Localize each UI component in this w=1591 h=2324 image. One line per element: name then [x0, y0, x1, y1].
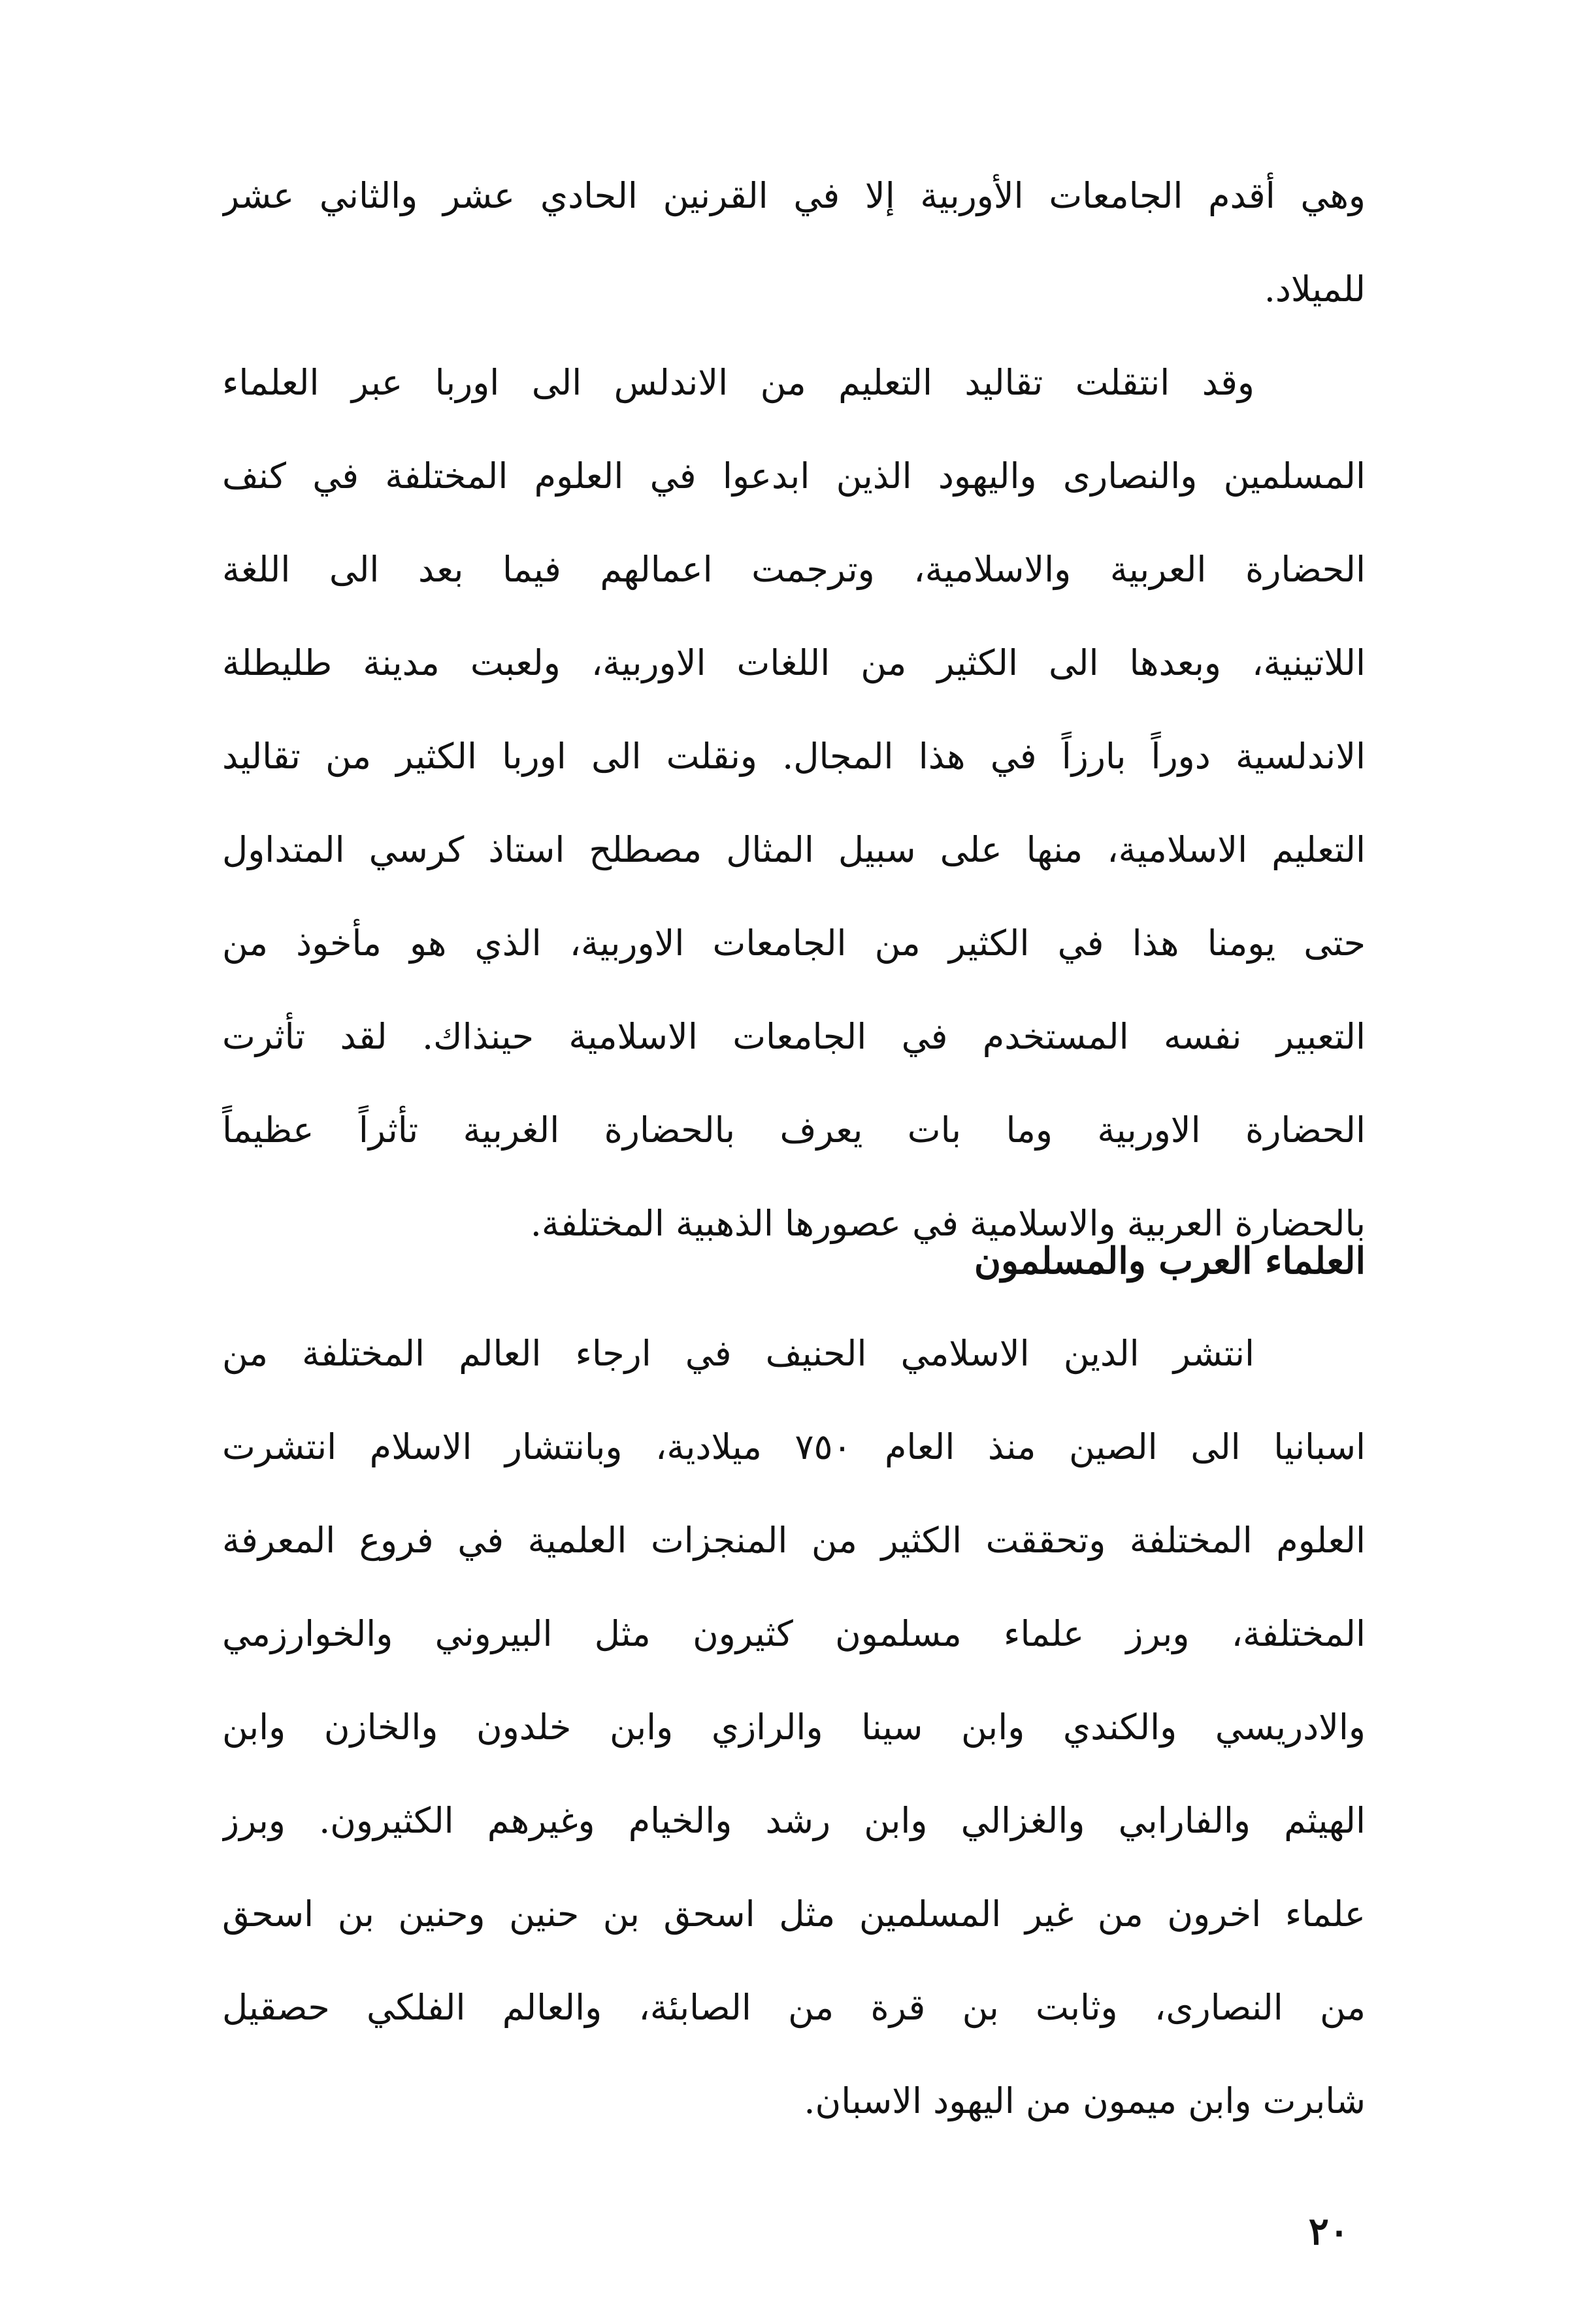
- body-text-bottom: [222, 1307, 1366, 2148]
- section-heading: العلماء العرب والمسلمون: [974, 1239, 1366, 1283]
- text-line: وقد انتقلت تقاليد التعليم من الاندلس الى اوربا عبر العلماء: [222, 362, 1255, 403]
- text-line: الهيثم والفارابي والغزالي وابن رشد والخيام وغيرهم الكثيرون. وبرز: [222, 1800, 1366, 1841]
- text-line: شابرت وابن ميمون من اليهود الاسبان.: [804, 2080, 1366, 2121]
- text-line: للميلاد.: [1264, 269, 1366, 310]
- text-line: انتشر الدين الاسلامي الحنيف في ارجاء العالم المختلفة من: [222, 1333, 1255, 1374]
- page-number: ٢٠: [1308, 2209, 1349, 2253]
- text-line: اللاتينية، وبعدها الى الكثير من اللغات الاوربية، ولعبت مدينة طليطلة: [222, 642, 1366, 683]
- text-line: الاندلسية دوراً بارزاً في هذا المجال. ونقلت الى اوربا الكثير من تقاليد: [222, 736, 1366, 777]
- text-line: اسبانيا الى الصين منذ العام ٧٥٠ ميلادية، وبانتشار الاسلام انتشرت: [222, 1426, 1366, 1467]
- text-line: المسلمين والنصارى واليهود الذين ابدعوا في العلوم المختلفة في كنف: [222, 455, 1366, 497]
- text-line: وهي أقدم الجامعات الأوربية إلا في القرنين الحادي عشر والثاني عشر: [222, 175, 1366, 216]
- text-line: والادريسي والكندي وابن سينا والرازي وابن خلدون والخازن وابن: [222, 1707, 1366, 1748]
- text-line: المختلفة، وبرز علماء مسلمون كثيرون مثل البيروني والخوارزمي: [222, 1613, 1366, 1654]
- text-line: التعليم الاسلامية، منها على سبيل المثال مصطلح استاذ كرسي المتداول: [222, 829, 1366, 870]
- text-line: حتى يومنا هذا في الكثير من الجامعات الاوربية، الذي هو مأخوذ من: [222, 923, 1366, 964]
- text-line: علماء اخرون من غير المسلمين مثل اسحق بن حنين وحنين بن اسحق: [222, 1893, 1366, 1935]
- text-line: العلوم المختلفة وتحققت الكثير من المنجزات العلمية في فروع المعرفة: [222, 1520, 1366, 1561]
- text-line: بالحضارة العربية والاسلامية في عصورها الذهبية المختلفة.: [530, 1203, 1366, 1244]
- text-line: التعبير نفسه المستخدم في الجامعات الاسلامية حينذاك. لقد تأثرت: [222, 1016, 1366, 1057]
- text-line: الحضارة الاوربية وما بات يعرف بالحضارة الغربية تأثراً عظيماً: [222, 1109, 1366, 1151]
- body-text-top: [222, 149, 1366, 1270]
- text-line: من النصارى، وثابت بن قرة من الصابئة، والعالم الفلكي حصقيل: [222, 1987, 1366, 2028]
- text-line: الحضارة العربية والاسلامية، وترجمت اعمالهم فيما بعد الى اللغة: [222, 549, 1366, 590]
